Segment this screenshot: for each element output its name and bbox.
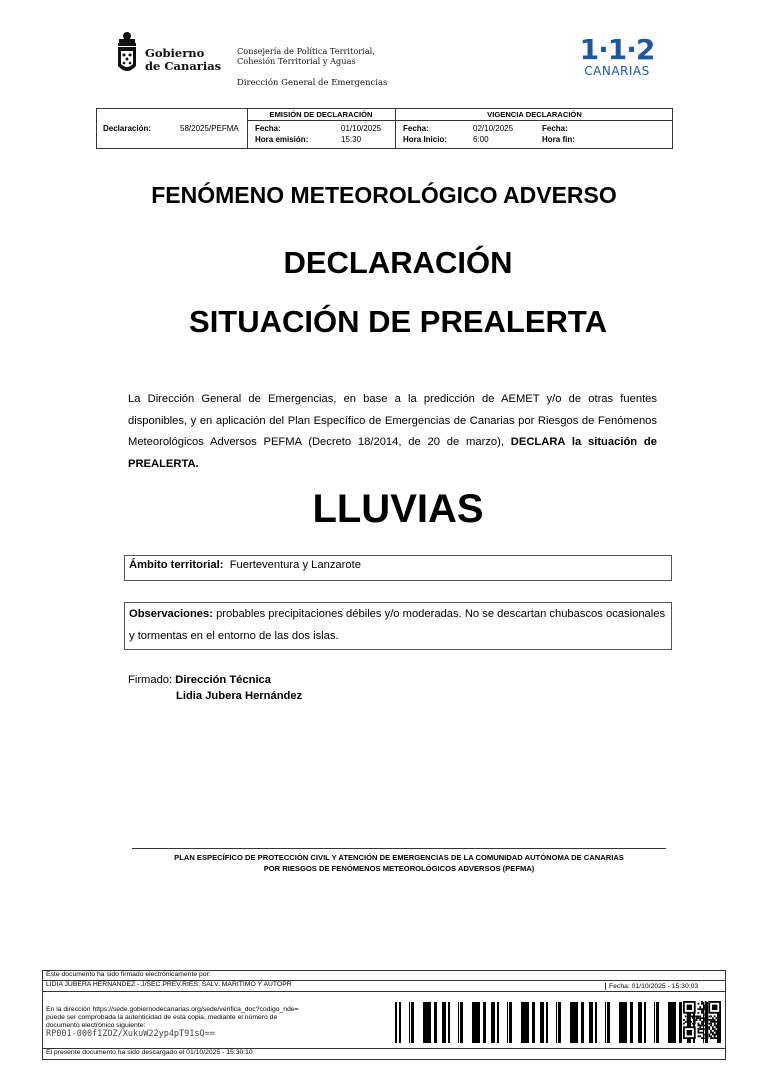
vigencia-fecha-label: Fecha: — [403, 124, 429, 133]
emision-hora-value: 15:30 — [341, 135, 362, 144]
sig-signer-row — [43, 981, 725, 992]
fin-hora-label: Hora fin: — [542, 135, 575, 144]
sig-fecha: Fecha: 01/10/2025 - 15:30:03 — [605, 983, 698, 990]
vigencia-inicio-label: Hora Inicio: — [403, 135, 448, 144]
sig-downloaded: El presente documento ha sido descargado el 01/10/2025 - 15:30:10 — [43, 1048, 725, 1060]
vigencia-inicio-value: 6:00 — [473, 135, 489, 144]
firmado-label: Firmado: — [128, 674, 173, 686]
ambito-label: Ámbito territorial: — [129, 559, 224, 571]
title-declaracion: DECLARACIÓN — [283, 245, 513, 280]
gov-line1: Gobierno — [145, 46, 205, 60]
plan-footer-line1: PLAN ESPECÍFICO DE PROTECCIÓN CIVIL Y ATENCIÓN DE EMERGENCIAS DE LA COMUNIDAD AUTÓNOMA DE CANARIAS — [174, 853, 624, 862]
logo-112-text: CANARIAS — [584, 64, 650, 78]
observaciones-box — [124, 602, 672, 650]
coat-of-arms-icon — [112, 30, 142, 80]
vigencia-header: VIGENCIA DECLARACIÓN — [487, 110, 582, 119]
government-name — [145, 47, 221, 73]
verify-line2: puede ser comprobada la autenticidad de esta copia, mediante el número de — [46, 1014, 278, 1021]
observaciones-value: probables precipitaciones débiles y/o moderadas. No se descartan chubascos ocasionales y tormentas en el entorno de las dos islas. — [129, 608, 666, 642]
letterhead — [112, 30, 657, 92]
paragraph-bold: DECLARA la situación de PREALERTA. — [128, 436, 657, 470]
title-phenomenon: FENÓMENO METEOROLÓGICO ADVERSO — [151, 182, 617, 208]
emision-fecha-label: Fecha: — [255, 124, 281, 133]
consejeria — [237, 46, 375, 66]
observaciones-label: Observaciones: — [129, 608, 213, 620]
electronic-signature-block — [42, 970, 726, 1060]
title-situacion: SITUACIÓN DE PREALERTA — [189, 304, 607, 339]
sig-verify — [46, 1006, 299, 1038]
vigencia-fecha-value: 02/10/2025 — [473, 124, 514, 133]
verify-line3: documento electrónico siguiente: — [46, 1022, 146, 1029]
sig-header: Este documento ha sido firmado electrónicamente por: — [43, 971, 725, 981]
plan-footer — [132, 848, 666, 874]
gov-line2: de Canarias — [145, 59, 222, 73]
qr-code-icon — [683, 1001, 721, 1039]
direccion-general: Dirección General de Emergencias — [237, 78, 388, 88]
emision-header: EMISIÓN DE DECLARACIÓN — [269, 110, 373, 119]
firmado-line2: Lidia Jubera Hernández — [176, 690, 303, 702]
paragraph-text: La Dirección General de Emergencias, en base a la predicción de AEMET y/o de otras fuentes disponibles, y en aplicación del Plan Específico de Emergencias de Canarias por Riesgos de Fenómenos Meteorológicos Adversos PEFMA (Decreto 18/2014, de 20 de marzo), — [128, 393, 657, 448]
logo-112-number: 1·1·2 — [579, 33, 655, 66]
firmado-block — [128, 672, 302, 704]
barcode-icon — [395, 1002, 721, 1043]
fin-fecha-label: Fecha: — [542, 124, 568, 133]
plan-footer-line2: POR RIESGOS DE FENÓMENOS METEOROLÓGICOS ADVERSOS (PEFMA) — [263, 864, 535, 873]
logo-112-canarias — [577, 33, 657, 78]
verify-code: RP001-000f1ZOZ/XukuW22yp4pT91sQ== — [46, 1029, 215, 1039]
emision-hora-label: Hora emisión: — [255, 135, 309, 144]
verify-line1: En la dirección https://sede.gobiernodecanarias.org/sede/verifica_doc?codigo_nde= — [46, 1006, 299, 1013]
emision-fecha-value: 01/10/2025 — [341, 124, 382, 133]
declaration-info-table — [96, 108, 673, 149]
declaracion-label: Declaración: — [103, 124, 152, 133]
sig-signer: LIDIA JUBERA HERNANDEZ - J/SEC.PREV.RIES, SALV. MARITIMO Y AUTOPR — [46, 981, 292, 988]
firmado-line1: Dirección Técnica — [175, 674, 272, 686]
ambito-value: Fuerteventura y Lanzarote — [229, 559, 361, 571]
consejeria-line1: Consejería de Política Territorial, — [237, 46, 375, 56]
declaration-paragraph — [128, 389, 657, 475]
ambito-box — [124, 555, 672, 581]
consejeria-line2: Cohesión Territorial y Aguas — [237, 56, 356, 66]
declaracion-value: 58/2025/PEFMA — [180, 124, 239, 133]
hazard-type: LLUVIAS — [312, 487, 484, 531]
